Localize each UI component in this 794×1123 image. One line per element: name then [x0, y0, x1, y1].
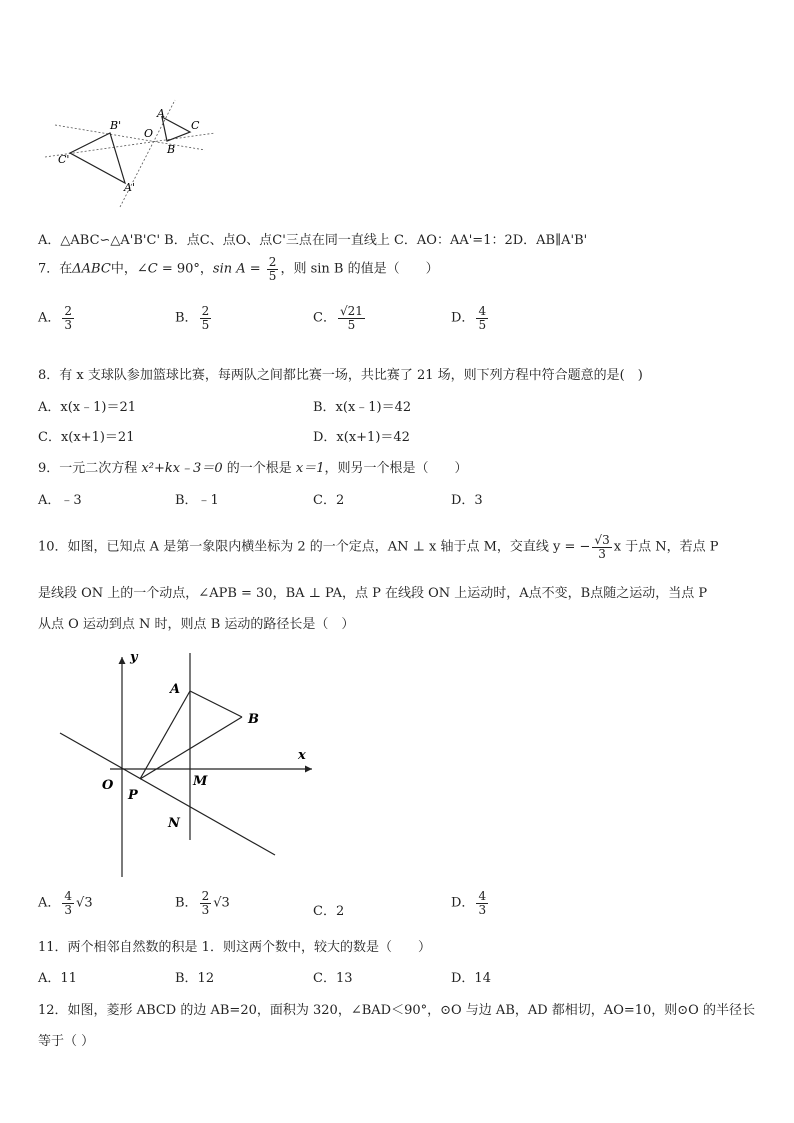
q7-stem	[38, 256, 439, 282]
segment-AB	[190, 691, 242, 717]
label-A-prime: A'	[124, 181, 135, 194]
figure-similar-triangles	[40, 95, 220, 215]
label-C-prime: C'	[58, 153, 70, 166]
q11-stem: 11．两个相邻自然数的积是 1．则这两个数中，较大的数是（ ）	[38, 940, 431, 955]
label-A: A	[170, 682, 181, 697]
q7-option-d: D． $\frac{4}{5}$	[451, 304, 487, 332]
q7-fraction: $\frac{2}{5}$	[268, 255, 277, 283]
q8-option-d: D．x(x+1)＝42	[313, 430, 410, 445]
q8-option-a: A．x(x﹣1)＝21	[38, 400, 137, 415]
q7-stem-mid1: 中，∠	[110, 261, 148, 277]
label-B: B	[167, 143, 176, 156]
q9-option-b: B．﹣1	[175, 493, 219, 508]
q7-triangle: ΔABC	[72, 261, 111, 277]
q9-equation: x²+kx﹣3＝0	[141, 461, 223, 476]
label-N: N	[168, 816, 180, 831]
q10-fraction: $\frac{√3}{3}$	[594, 533, 610, 561]
triangle-large	[70, 133, 125, 183]
label-O: O	[144, 127, 154, 140]
figure-coordinate-diagram	[50, 645, 330, 885]
q10-line2: 是线段 ON 上的一个动点，∠APB = 30，BA ⊥ PA，点 P 在线段 ON 上运动时，A点不变，B点随之运动，当点 P	[38, 586, 708, 601]
line-y-neg-sqrt3-3x	[60, 733, 275, 855]
q10-line1: 10．如图，已知点 A 是第一象限内横坐标为 2 的一个定点，AN ⊥ x 轴于点 M，交直线 y = − $\frac{√3}{3}$ x 于点 N，若点 P	[38, 533, 719, 561]
q6-options: A．△ABC∽△A'B'C' B．点C、点O、点C'三点在同一直线上 C．AO：AA'=1：2D．AB∥A'B'	[38, 233, 588, 248]
label-x: x	[298, 748, 306, 763]
q7-angle-val: = 90°	[161, 261, 200, 277]
q10-option-a: A． $\frac{4}{3}$ √3	[38, 889, 93, 917]
label-B: B	[248, 712, 259, 727]
q7-stem-end: ，则 sin B 的值是（ ）	[280, 261, 439, 277]
q8-option-c: C．x(x+1)＝21	[38, 430, 135, 445]
label-O: O	[102, 778, 114, 793]
label-B-prime: B'	[110, 119, 122, 132]
label-P: P	[128, 788, 138, 803]
q9-root: x＝1	[295, 461, 325, 476]
label-y: y	[130, 650, 138, 665]
segment-PB	[140, 717, 242, 779]
q7-stem-pre: 7．在	[38, 261, 73, 277]
q7-stem-mid2: ，	[199, 261, 213, 277]
q11-option-d: D．14	[451, 971, 491, 986]
dashed-line-1	[55, 125, 205, 150]
q12-line1: 12．如图，菱形 ABCD 的边 AB=20，面积为 320，∠BAD＜90°，⊙O 与边 AB，AD 都相切，AO=10，则⊙O 的半径长	[38, 1003, 755, 1018]
segment-PA	[140, 691, 190, 779]
label-C: C	[191, 119, 200, 132]
q9-option-a: A．﹣3	[38, 493, 82, 508]
q9-stem: 9．一元二次方程 x²+kx﹣3＝0 的一个根是 x＝1，则另一个根是（ ）	[38, 461, 468, 476]
q7-option-c: C． $\frac{√21}{5}$	[313, 304, 363, 332]
q8-stem: 8．有 x 支球队参加篮球比赛，每两队之间都比赛一场，共比赛了 21 场，则下列方程中符合题意的是( )	[38, 368, 643, 383]
q7-angle-var: C	[147, 261, 158, 277]
q7-sin-a: sin A =	[212, 261, 261, 277]
q10-line3: 从点 O 运动到点 N 时，则点 B 运动的路径长是（ ）	[38, 617, 355, 632]
q9-option-c: C．2	[313, 493, 345, 508]
q7-option-a: A． $\frac{2}{3}$	[38, 304, 73, 332]
q10-option-c: C．2	[313, 904, 345, 919]
q9-option-d: D．3	[451, 493, 483, 508]
label-A: A	[157, 107, 165, 120]
triangle-small	[162, 117, 190, 141]
q11-option-c: C．13	[313, 971, 353, 986]
q11-option-a: A．11	[38, 971, 77, 986]
q10-option-d: D． $\frac{4}{3}$	[451, 889, 487, 917]
q10-option-b: B． $\frac{2}{3}$ √3	[175, 889, 230, 917]
q8-option-b: B．x(x﹣1)＝42	[313, 400, 412, 415]
q11-option-b: B．12	[175, 971, 215, 986]
label-M: M	[193, 774, 208, 789]
q7-option-b: B． $\frac{2}{5}$	[175, 304, 210, 332]
q12-line2: 等于（ ）	[38, 1034, 95, 1049]
